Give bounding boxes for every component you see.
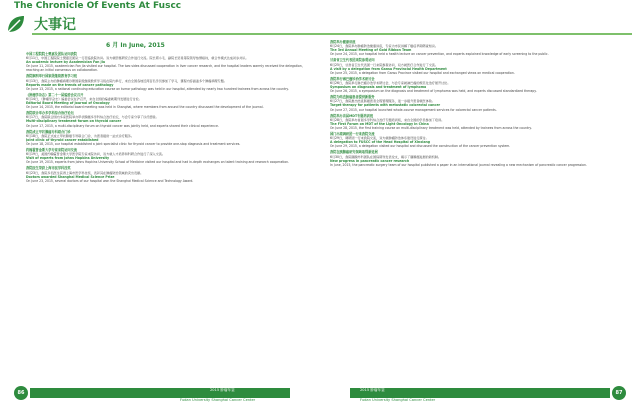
chronicle-entry: [330, 150, 624, 166]
left-footer-zh: 2015 肿瘤年鉴: [210, 388, 235, 392]
chronicle-entry: [26, 111, 316, 127]
entry-en-title: Target therapy for patients with metastatic colorectal cancer: [330, 103, 441, 108]
entry-en-title: New progress in pancreatic cancer research: [330, 158, 410, 163]
chronicle-title: The Chronicle Of Events At Fuscc: [14, 1, 182, 11]
entry-zh-title: 我院联合举办多学科综合治疗论坛: [26, 111, 74, 116]
entry-en-title: Reports made on the trends of cancer pathology: [26, 82, 114, 87]
entry-en-body: On June 23, 2015, several doctors of our hospital won the Shanghai Medical Science and Technology Award.: [26, 178, 194, 183]
chronicle-entry: [330, 77, 624, 93]
entry-zh-body: 6月30日，我院胰腺外科团队在国际期刊发表论文，揭示了胰腺癌进展的新机制。: [330, 154, 442, 159]
entry-zh-title: 约翰霍普金斯大学专家来院访问交流: [26, 148, 77, 153]
entry-zh-title: 甘肃省卫生代表团来院参观访问: [330, 58, 375, 63]
right-footer-en-wrap: [360, 398, 435, 403]
right-entries: [330, 40, 624, 167]
chronicle-entry: [26, 93, 316, 109]
chronicle-entry: [330, 40, 624, 56]
entry-zh-body: 6月19日，美国约翰霍普金斯大学医学院专家来院访问，双方就人才培养和科研合作进行了深入交流。: [26, 152, 165, 157]
entry-en-title: A visit by a delegation from Gansu Provincial Health Department: [330, 66, 447, 71]
entry-zh-title: 《肿瘤学杂志》第二十一届编委会议召开: [26, 92, 84, 97]
chronicle-entry: [26, 130, 316, 146]
entry-zh-body: 6月29日，调研团一行来我院交流，双方就肿瘤防治体系建设进行探讨。: [330, 136, 429, 141]
entry-en-body: On June 13, 2015, a national continuing education course on tumor pathology was held in our hospital, attended by nearly two hundred trainees from across the country.: [26, 86, 289, 91]
entry-en-title: A delegation to FUSCC of the Head Hospital of Xinxiang: [330, 140, 431, 145]
left-page-number: 86: [14, 386, 28, 400]
entry-zh-body: 6月17日，我院联合国内多家医院举办甲状腺癌多学科综合治疗论坛，与会专家分享了诊疗经验。: [26, 115, 159, 120]
entry-en-body: On June 14, 2015, the editorial board meeting was held in Shanghai, where members from around the country discussed the development of the journal.: [26, 105, 264, 110]
entry-zh-body: 6月24日，我院举办肿瘤防治健康讲座，专家为市民讲解了癌症早期筛查知识。: [330, 44, 438, 49]
entry-zh-body: 6月23日，我院多名医生获得上海市医学科技奖，表彰其在肿瘤防治领域的突出贡献。: [26, 170, 144, 175]
entry-en-title: Symposium on diagnosis and treatment of lymphoma: [330, 85, 427, 90]
entry-zh-title: 我院顺利举行国家级继续教育学习班: [26, 74, 77, 79]
entry-zh-body: 6月18日，我院正式成立甲状腺癌专科联合门诊，为患者提供一站式诊疗服务。: [26, 133, 134, 138]
entry-en-body: On June 24, 2015, our hospital held a health lecture on cancer prevention, and experts explained knowledge of early screening to the public.: [330, 52, 549, 57]
left-footer-en-wrap: [180, 398, 255, 403]
entry-zh-body: 6月11日，中国工程院院士樊嘉及团队一行莅临我院访问。双方就肝癌研究合作进行交流。院长郭小毛、副院长吴炅等院领导热情接待，就合作模式达成初步共识。: [26, 56, 249, 61]
page-header: [0, 0, 640, 36]
entry-zh-title: 我院举办健康讲座: [330, 40, 356, 44]
entry-zh-title: 我院为结直肠癌患者提供新服务: [330, 95, 375, 100]
entry-en-title: Doctors awarded Shanghai Medical Science Prize: [26, 174, 115, 179]
entry-en-title: Joint clinic of thyroid cancer established: [26, 137, 99, 142]
right-footer-en: Fudan University Shanghai Cancer Center: [360, 398, 436, 402]
entry-en-title: The 3rd Annual Meeting of Gold Ribbon Team: [330, 48, 412, 53]
chronicle-entry: [26, 148, 316, 164]
entry-zh-title: 国门出境调研团一行来我院交流: [330, 132, 375, 137]
month-heading: 6 月 In June, 2015: [106, 42, 165, 49]
entry-zh-title: 中国工程院院士樊嘉及团队访问我院: [26, 52, 77, 56]
chronicle-entry: [26, 52, 316, 72]
chronicle-entry: [26, 166, 316, 182]
entry-en-title: The First Forum on MDT of the Light Oncology in China: [330, 121, 429, 126]
entry-en-body: In June, 2015, the pancreatic surgery team of our hospital published a paper in an international journal revealing a new mechanism of pancreatic cancer progression.: [330, 162, 587, 167]
entry-zh-title: 我院在胰腺癌研究领域取得新进展: [330, 150, 378, 155]
entry-en-title: Multi-disciplinary treatment forum on thyroid cancer: [26, 119, 122, 124]
chronicle-entry: [330, 58, 624, 74]
right-footer-text: [360, 388, 385, 393]
left-entries: [26, 52, 316, 183]
entry-zh-body: 6月28日，我院举办首届多学科综合治疗专题培训班，来自全国的学员参加了培训。: [330, 117, 445, 122]
entry-en-title: Visit of experts from Johns Hopkins University: [26, 156, 110, 161]
left-footer-text: [210, 388, 235, 393]
chronicle-banner: [0, 0, 640, 12]
entry-en-body: On June 17, 2015, a multi-disciplinary forum on thyroid cancer was jointly held, and experts shared their clinical experience.: [26, 123, 219, 128]
chronicle-entry: [330, 132, 624, 148]
entry-zh-body: 6月25日，甘肃省卫生代表团一行来院参观访问，双方就医疗合作进行了交流。: [330, 62, 438, 67]
right-page-number: 87: [612, 386, 626, 400]
right-footer-bar: [350, 388, 610, 398]
chronicle-entry: [26, 74, 316, 90]
right-footer-zh: 2015 肿瘤年鉴: [360, 388, 385, 392]
entry-zh-body: 6月26日，我院举行淋巴瘤诊治学术研讨会，与会专家就淋巴瘤的规范化治疗展开讨论。: [330, 81, 451, 86]
leaf-logo-icon: [4, 12, 28, 36]
entry-zh-body: 6月14日，《肿瘤学杂志》编委会议在沪召开，来自全国的编委就期刊发展进行讨论。: [26, 97, 142, 102]
right-page: [330, 40, 624, 382]
title-divider: [32, 33, 632, 35]
chronicle-entry: [330, 114, 624, 130]
entry-en-body: On June 25, 2015, a delegation from Gansu Province visited our hospital and exchanged views on medical cooperation.: [330, 70, 515, 75]
entry-en-title: Editorial Board Meeting of Journal of Oncology: [26, 101, 110, 106]
main-title: 大事记: [34, 17, 76, 33]
entry-en-body: On June 27, 2015, our hospital launched whole-course management services for colorectal cancer patients.: [330, 107, 497, 112]
entry-en-body: On June 26, 2015, a symposium on the diagnosis and treatment of lymphoma was held, and experts discussed standardized therapy.: [330, 89, 537, 94]
chronicle-entry: [330, 95, 624, 111]
entry-zh-title: 我院举行淋巴瘤诊治学术研讨会: [330, 76, 375, 81]
entry-en-body: On June 19, 2015, experts from Johns Hopkins University School of Medicine visited our hospital and had in-depth exchanges on talent training and research cooperation.: [26, 160, 290, 165]
entry-zh-body: 6月27日，我院推出结直肠癌患者全程管理服务，进一步提升患者就医体验。: [330, 99, 435, 104]
entry-zh-title: 我院举办首届MDT专题培训班: [330, 113, 374, 118]
left-page: [26, 40, 316, 382]
entry-en-title: An academic lecture by Academician Fan Jia: [26, 60, 105, 65]
entry-en-body: On June 18, 2015, our hospital established a joint specialist clinic for thyroid cancer to provide one-stop diagnosis and treatment services.: [26, 142, 241, 147]
left-footer-bar: [30, 388, 290, 398]
left-footer-en: Fudan University Shanghai Cancer Center: [180, 398, 256, 402]
entry-en-body: On June 11, 2015, academician Fan Jia visited our hospital. The two sides discussed cooperation in liver cancer research, and the hospital leaders warmly received the delegation, reaching an initial consensus on collaboration.: [26, 64, 303, 73]
entry-zh-title: 我院医生荣获上海市医学科技奖: [26, 166, 71, 171]
entry-en-body: On June 29, 2015, a delegation visited our hospital and discussed the construction of the cancer prevention system.: [330, 144, 511, 149]
entry-zh-body: 6月13日，我院主办的肿瘤病理诊断国家级继续教育学习班在院内举行，来自全国各地近两百名学员参加了学习，课程内容涵盖多个肿瘤病理专题。: [26, 78, 227, 83]
entry-en-body: On June 28, 2015, the first training course on multi-disciplinary treatment was held, attended by trainees from across the country.: [330, 126, 532, 131]
entry-zh-title: 我院成立甲状腺癌专科联合门诊: [26, 129, 71, 134]
